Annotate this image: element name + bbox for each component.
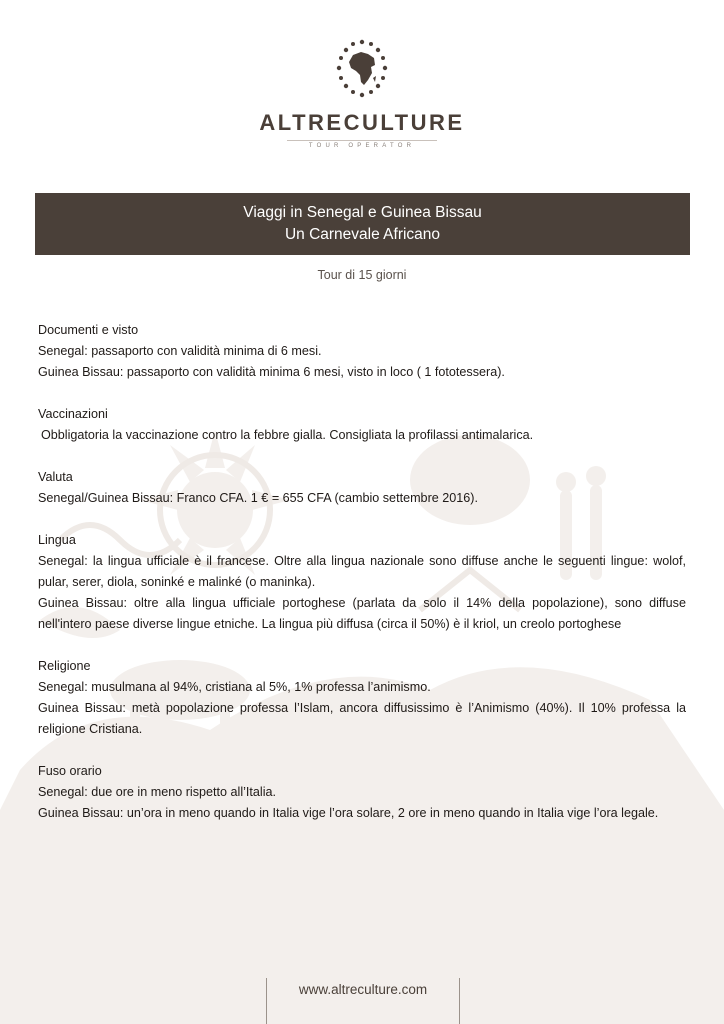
paragraph-currency	[38, 488, 686, 509]
paragraph-text: : oltre alla lingua ufficiale portoghese (parlata da solo il 14% della popolazione), sono diffuse nell'intero paese diverse lingue etniche. La lingua più diffusa (circa il 50%) è il kriol, un creolo portoghese	[38, 596, 686, 631]
section-vaccinations	[38, 404, 686, 446]
paragraph-text: : metà popolazione professa l’Islam, ancora diffusissimo è l’Animismo (40%). Il 10% professa la religione Cristiana.	[38, 701, 686, 736]
section-title: Vaccinazioni	[38, 407, 108, 421]
country-label: Senegal	[38, 344, 85, 358]
brand-tagline: TOUR OPERATOR	[287, 140, 437, 149]
paragraph-guinea-bissau	[38, 803, 686, 824]
section-title: Valuta	[38, 470, 73, 484]
country-label: Senegal	[38, 554, 85, 568]
paragraph-text: : musulmana al 94%, cristiana al 5%, 1% professa l’animismo.	[84, 680, 431, 694]
banner-title: Viaggi in Senegal e Guinea Bissau	[243, 204, 482, 221]
section-religion	[38, 656, 686, 740]
paragraph-text: Obbligatoria la vaccinazione contro la febbre gialla. Consigliata la profilassi antimalarica.	[41, 428, 534, 442]
country-label: Guinea Bissau	[38, 701, 123, 715]
paragraph-text: Franco CFA. 1 € = 655 CFA (cambio settembre 2016).	[173, 491, 478, 505]
paragraph-text: : la lingua ufficiale è il francese. Oltre alla lingua nazionale sono diffuse anche le seguenti lingue: wolof, pular, serer, diola, soninké e malinké (o maninka).	[38, 554, 686, 589]
country-label: Senegal/Guinea Bissau:	[38, 491, 174, 505]
country-label: Guinea Bissau	[38, 806, 120, 820]
africa-emblem-icon	[331, 38, 393, 100]
section-timezone	[38, 761, 686, 824]
country-label: Senegal	[38, 680, 85, 694]
country-label: Senegal	[38, 785, 85, 799]
paragraph-senegal	[38, 341, 686, 362]
section-language	[38, 530, 686, 635]
travel-info	[38, 320, 686, 845]
website-link[interactable]: www.altreculture.com	[298, 982, 428, 997]
paragraph-guinea-bissau	[38, 698, 686, 740]
section-title: Religione	[38, 659, 91, 673]
section-title: Fuso orario	[38, 764, 102, 778]
paragraph-guinea-bissau	[38, 593, 686, 635]
paragraph-text: : passaporto con validità minima 6 mesi, visto in loco ( 1 fototessera).	[119, 365, 505, 379]
paragraph-senegal	[38, 782, 686, 803]
tour-duration: Tour di 15 giorni	[317, 268, 407, 282]
country-label: Guinea Bissau	[38, 596, 124, 610]
section-documents	[38, 320, 686, 383]
title-banner	[35, 193, 690, 255]
section-currency	[38, 467, 686, 509]
footer	[266, 978, 460, 1024]
paragraph-text: : un’ora in meno quando in Italia vige l’ora solare, 2 ore in meno quando in Italia vige l’ora legale.	[119, 806, 659, 820]
banner-subtitle: Un Carnevale Africano	[284, 226, 441, 243]
paragraph-text: : due ore in meno rispetto all’Italia.	[84, 785, 277, 799]
paragraph-text: : passaporto con validità minima di 6 mesi.	[84, 344, 322, 358]
country-label: Guinea Bissau	[38, 365, 120, 379]
paragraph-senegal	[38, 677, 686, 698]
header	[0, 38, 724, 149]
brand-name: ALTRECULTURE	[259, 110, 465, 135]
paragraph-guinea-bissau	[38, 362, 686, 383]
paragraph-senegal	[38, 551, 686, 593]
section-title: Lingua	[38, 533, 76, 547]
section-title: Documenti e visto	[38, 323, 139, 337]
